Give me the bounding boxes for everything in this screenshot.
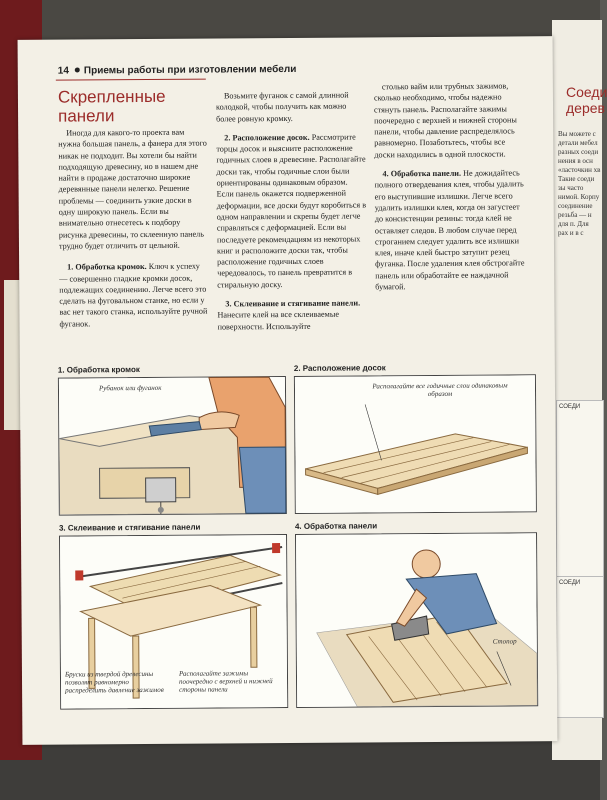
figure-3-illustration (59, 534, 288, 710)
next-page-edge (552, 20, 607, 760)
next-page-figure-2 (556, 576, 604, 718)
step-2-paragraph: 2. Расположение досок. Рассмотрите торцы досок и выясните расположение годичных слоев в древесине. Располагайте доски так, чтобы годичные слои были ориентированы одинаковым образом. Если панель окажется подверженной деформации, все доски будут коробиться в одном направлении и скрепы будет легче справляться с деформацией. Если вы последуете рекомендациям из некоторых книг и расположите доски так, чтобы расположение годичных слоев чередовалось, то панель превратится в стиральную доску. (216, 132, 367, 290)
next-page-figure-caption-2: СОЕДИ (559, 580, 581, 586)
figure-4-illustration (295, 532, 538, 708)
bullet-icon (75, 67, 80, 72)
step-1-continued: Возьмите фуганок с самой длинной колодкой, чтобы получить как можно более ровную кромку. (215, 90, 349, 124)
step-3-paragraph: 3. Склеивание и стягивание панели. Нанесите клей на все склеиваемые поверхности. Используйте (217, 298, 361, 332)
figure-2-label: Располагайте все годичные слои одинаковым образом (372, 381, 508, 399)
figure-3-label-left: Бруски из твердой древесины позволят равномерно распределить давление зажимов (64, 669, 164, 695)
step-1-paragraph: 1. Обработка кромок. Ключ к успеху — совершенно гладкие кромки досок, подлежащих соединению. Легче всего это сделать на фуговальном станке, но если у вас нет такого станка, используйте ручной фуганок. (59, 261, 208, 329)
figure-4-label: Стопор (492, 637, 517, 646)
text-column-2 (216, 89, 368, 332)
step-4-paragraph: 4. Обработка панели. Не дожидайтесь полного отвердевания клея, чтобы удалить его выступившие излишки. Легче всего удалить излишки клея, когда он загустеет до консистенции резины: тогда клей не оставляет следов. В любом случае перед строганием следует удалить все излишки клея, иначе клей быстро затупит резец фуганка. После удаления клея обстрогайте панель или обработайте ее наждачной бумагой. (374, 168, 525, 292)
figure-1-illustration (58, 376, 287, 516)
title-rule (56, 79, 206, 81)
figure-1-caption: 1. Обработка кромок (57, 365, 140, 375)
section-title: Скрепленные панели (57, 86, 166, 126)
running-header (58, 64, 297, 77)
figure-4-caption: 4. Обработка панели (294, 521, 378, 531)
panel-planing-drawing (296, 533, 537, 707)
step-3-continued: столько вайм или трубных зажимов, сколько необходимо, чтобы надежно стянуть панель. Располагайте зажимы поочередно с верхней и нижней стороны панели, чтобы давление распределялось равномерно. Позаботьтесь, чтобы все доски находились в одной плоскости. (373, 81, 517, 160)
page-number: 14 (57, 65, 69, 77)
next-page-figure-caption: СОЕДИ (559, 404, 581, 410)
figure-3-label-right: Располагайте зажимы поочередно с верхней и нижней стороны панели (178, 669, 273, 694)
figure-1-label: Рубанок или фуганок (98, 383, 162, 393)
next-page-title: Соеди дерев (566, 84, 607, 116)
next-page-text: Вы можете с детали мебел разных соеди нения в осн «ласточкин хв Такие соеди зы часто нимой. Корпу соединение резьба — н для п. Для рах и в с (558, 130, 601, 237)
figure-3-caption: 3. Склеивание и стягивание панели (58, 522, 201, 533)
book-page (18, 36, 558, 745)
next-page-figure (556, 400, 604, 602)
background-bottom (0, 735, 600, 800)
text-column-3 (374, 80, 525, 292)
figure-2-illustration (294, 374, 537, 514)
intro-paragraph: Иногда для какого-то проекта вам нужна большая панель, а фанера для этого никак не подходит. Вы хотели бы найти подходящую древесину, но в нашем дне найти в продаже достаточно широкие деревянные панели нелегко. Решение проблемы — соединить узкие доски в одну широкую панель. Если вы внимательно отнесетесь к подбору рисунка древесины, то склеенную панель трудно будет отличить от цельной. (58, 127, 207, 251)
edge-planing-drawing (59, 377, 286, 515)
figure-2-caption: 2. Расположение досок (293, 363, 386, 373)
text-column-1 (58, 127, 209, 330)
running-title: Приемы работы при изготовлении мебели (83, 63, 297, 77)
